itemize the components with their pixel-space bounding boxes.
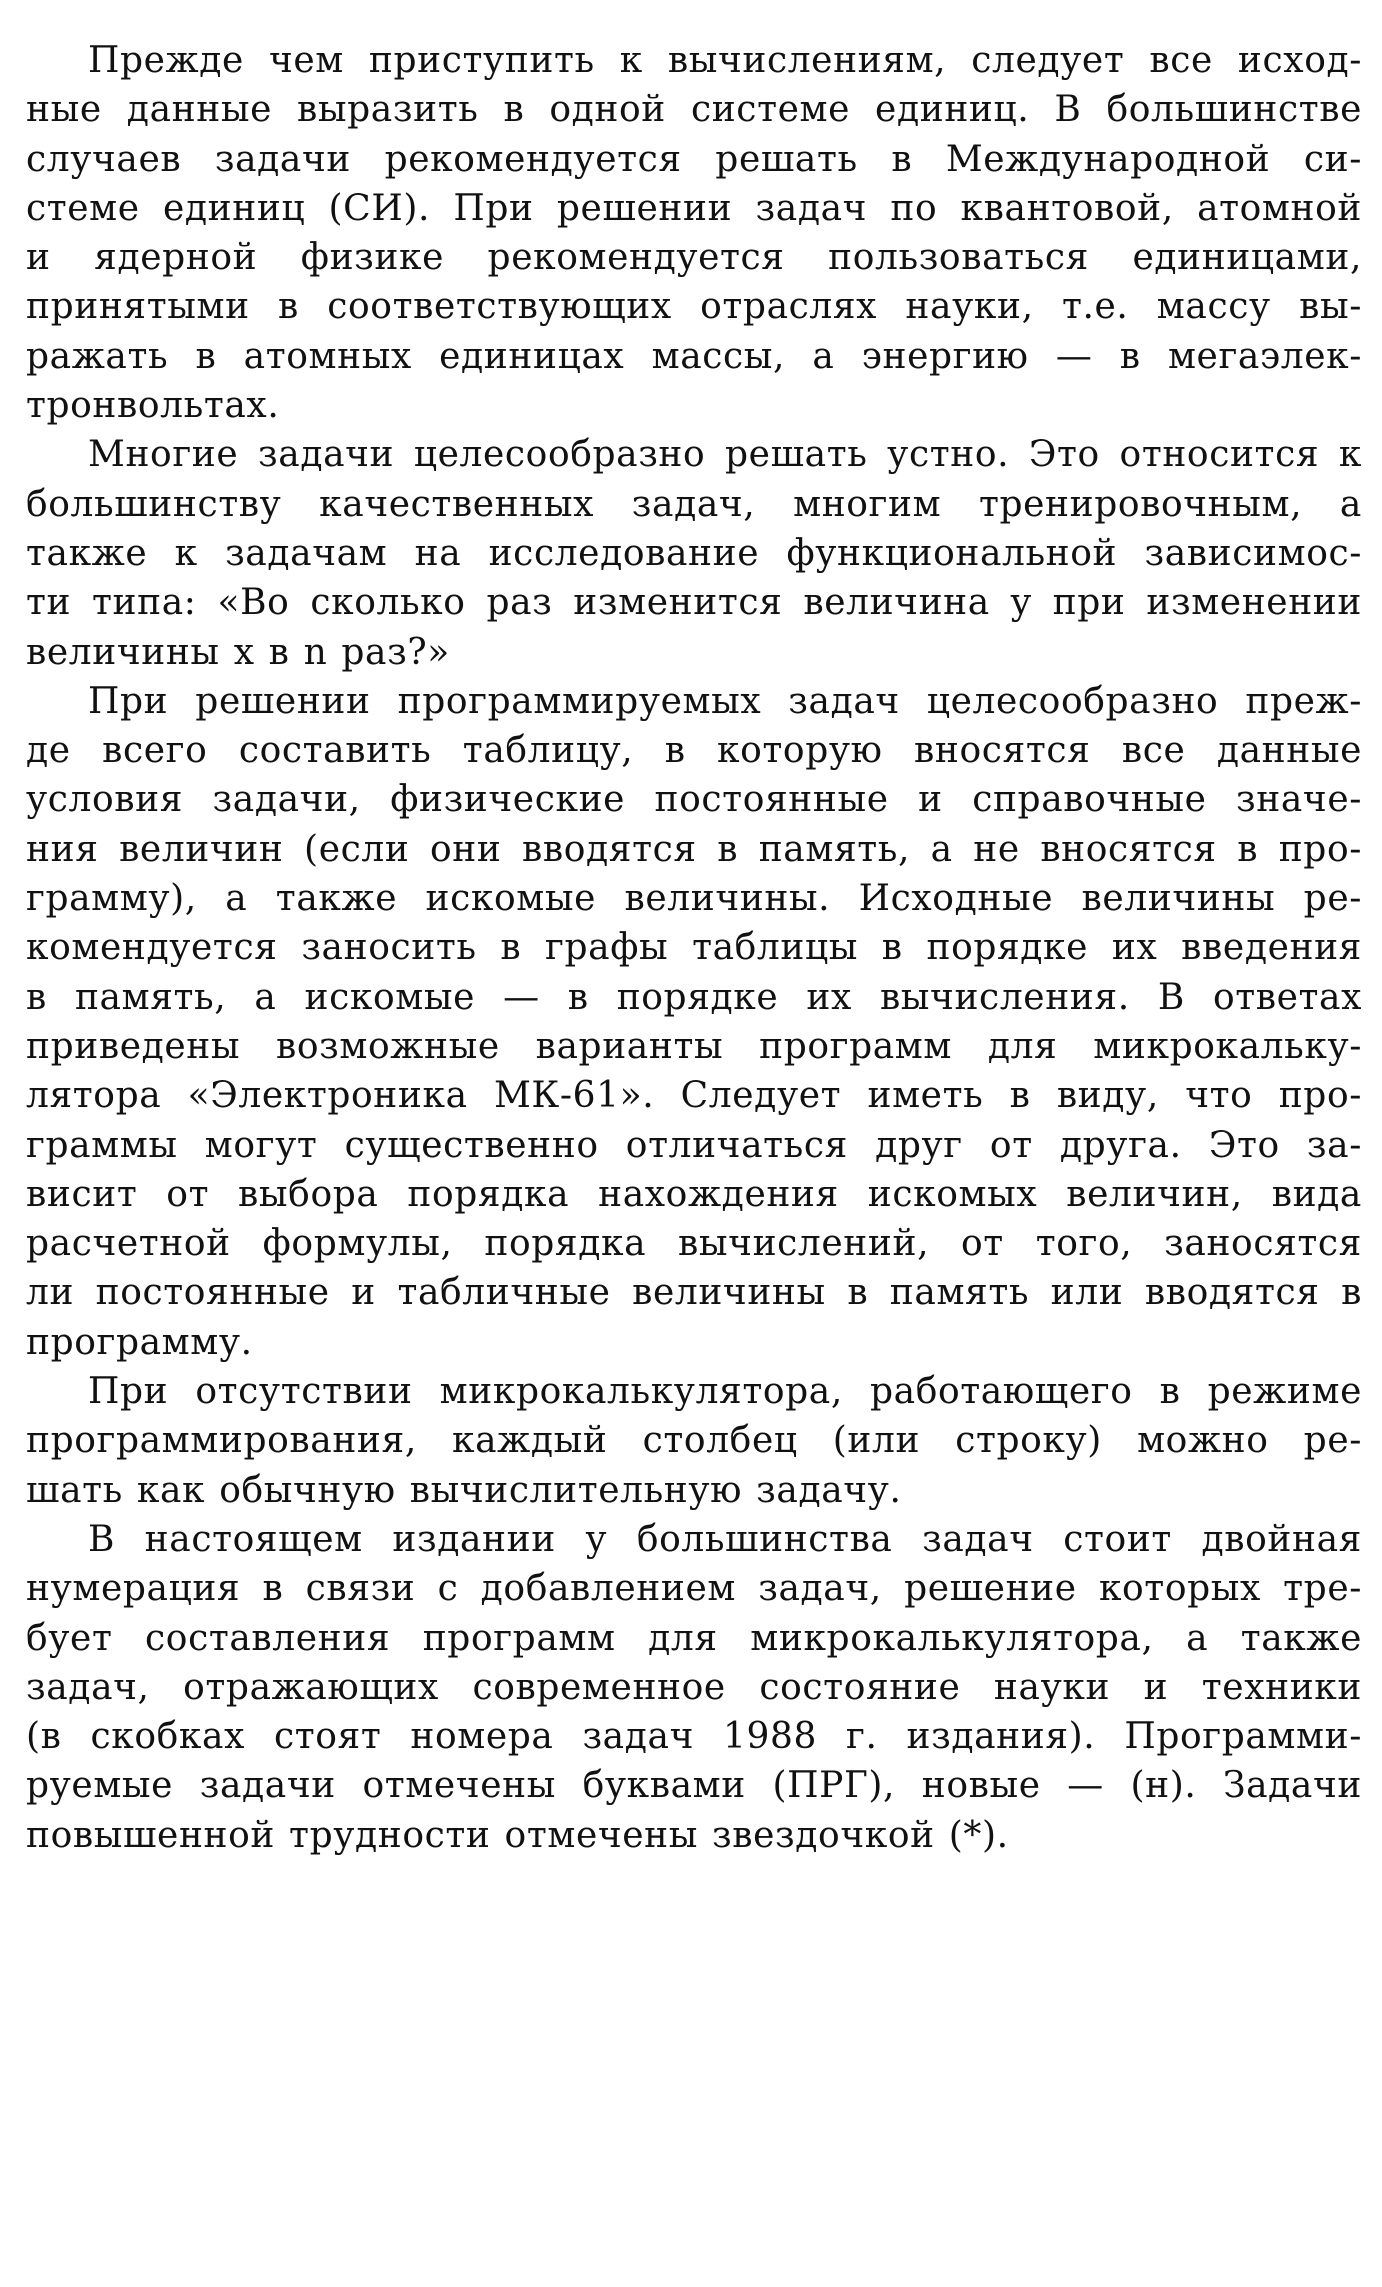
paragraph-oral-solving (26, 430, 1362, 676)
text-line: в память, а искомые — в порядке их вычисления. В ответах (26, 976, 1362, 1018)
text-line: также к задачам на исследование функциональной зависимос- (26, 532, 1362, 574)
text-line: тронвольтах. (26, 385, 280, 427)
text-line: грамму), а также искомые величины. Исходные величины ре- (26, 878, 1362, 920)
text-line: При отсутствии микрокалькулятора, работающего в режиме (88, 1371, 1362, 1413)
text-line: программирования, каждый столбец (или строку) можно ре- (26, 1420, 1362, 1462)
paragraph-no-calculator (26, 1367, 1362, 1515)
text-line: стеме единиц (СИ). При решении задач по квантовой, атомной (26, 187, 1362, 229)
text-line: случаев задачи рекомендуется решать в Международной си- (26, 138, 1362, 180)
text-line: (в скобках стоят номера задач 1988 г. издания). Программи- (26, 1716, 1362, 1758)
text-line: лятора «Электроника МК-61». Следует иметь в виду, что про- (26, 1075, 1362, 1117)
text-line: бует составления программ для микрокалькулятора, а также (26, 1617, 1362, 1659)
text-line: задач, отражающих современное состояние науки и техники (26, 1666, 1362, 1708)
paragraph-numbering (26, 1515, 1362, 1860)
paragraph-units (26, 36, 1362, 430)
text-line: комендуется заносить в графы таблицы в порядке их введения (26, 927, 1362, 969)
text-line: В настоящем издании у большинства задач стоит двойная (88, 1518, 1362, 1560)
text-line: программу. (26, 1321, 253, 1363)
paragraph-programmable-tasks (26, 677, 1362, 1367)
text-line: ные данные выразить в одной системе единиц. В большинстве (26, 89, 1362, 131)
text-line: условия задачи, физические постоянные и справочные значе- (26, 779, 1362, 821)
text-line: ражать в атомных единицах массы, а энергию — в мегаэлек- (26, 335, 1362, 377)
text-line: шать как обычную вычислительную задачу. (26, 1469, 902, 1511)
text-line: повышенной трудности отмечены звездочкой (*). (26, 1814, 1009, 1856)
text-line: принятыми в соответствующих отраслях науки, т.е. массу вы- (26, 286, 1362, 328)
text-line: приведены возможные варианты программ для микрокальку- (26, 1025, 1362, 1067)
text-line: и ядерной физике рекомендуется пользоваться единицами, (26, 237, 1362, 279)
text-line: большинству качественных задач, многим тренировочным, а (26, 483, 1362, 525)
text-line: Прежде чем приступить к вычислениям, следует все исход- (88, 40, 1362, 81)
text-line: руемые задачи отмечены буквами (ПРГ), новые — (н). Задачи (26, 1765, 1362, 1807)
text-line: граммы могут существенно отличаться друг от друга. Это за- (26, 1124, 1362, 1166)
text-line: Многие задачи целесообразно решать устно. Это относится к (88, 434, 1362, 476)
text-line: ли постоянные и табличные величины в память или вводятся в (26, 1272, 1362, 1314)
text-line: величины x в n раз?» (26, 631, 450, 673)
text-line: При решении программируемых задач целесообразно преж- (88, 680, 1362, 722)
text-line: ния величин (если они вводятся в память, а не вносятся в про- (26, 828, 1362, 870)
text-line: расчетной формулы, порядка вычислений, от того, заносятся (26, 1223, 1362, 1265)
document-page (26, 36, 1362, 1860)
text-line: нумерация в связи с добавлением задач, решение которых тре- (26, 1568, 1362, 1610)
text-line: висит от выбора порядка нахождения искомых величин, вида (26, 1173, 1362, 1215)
text-line: ти типа: «Во сколько раз изменится величина y при изменении (26, 582, 1362, 624)
text-line: де всего составить таблицу, в которую вносятся все данные (26, 730, 1362, 772)
